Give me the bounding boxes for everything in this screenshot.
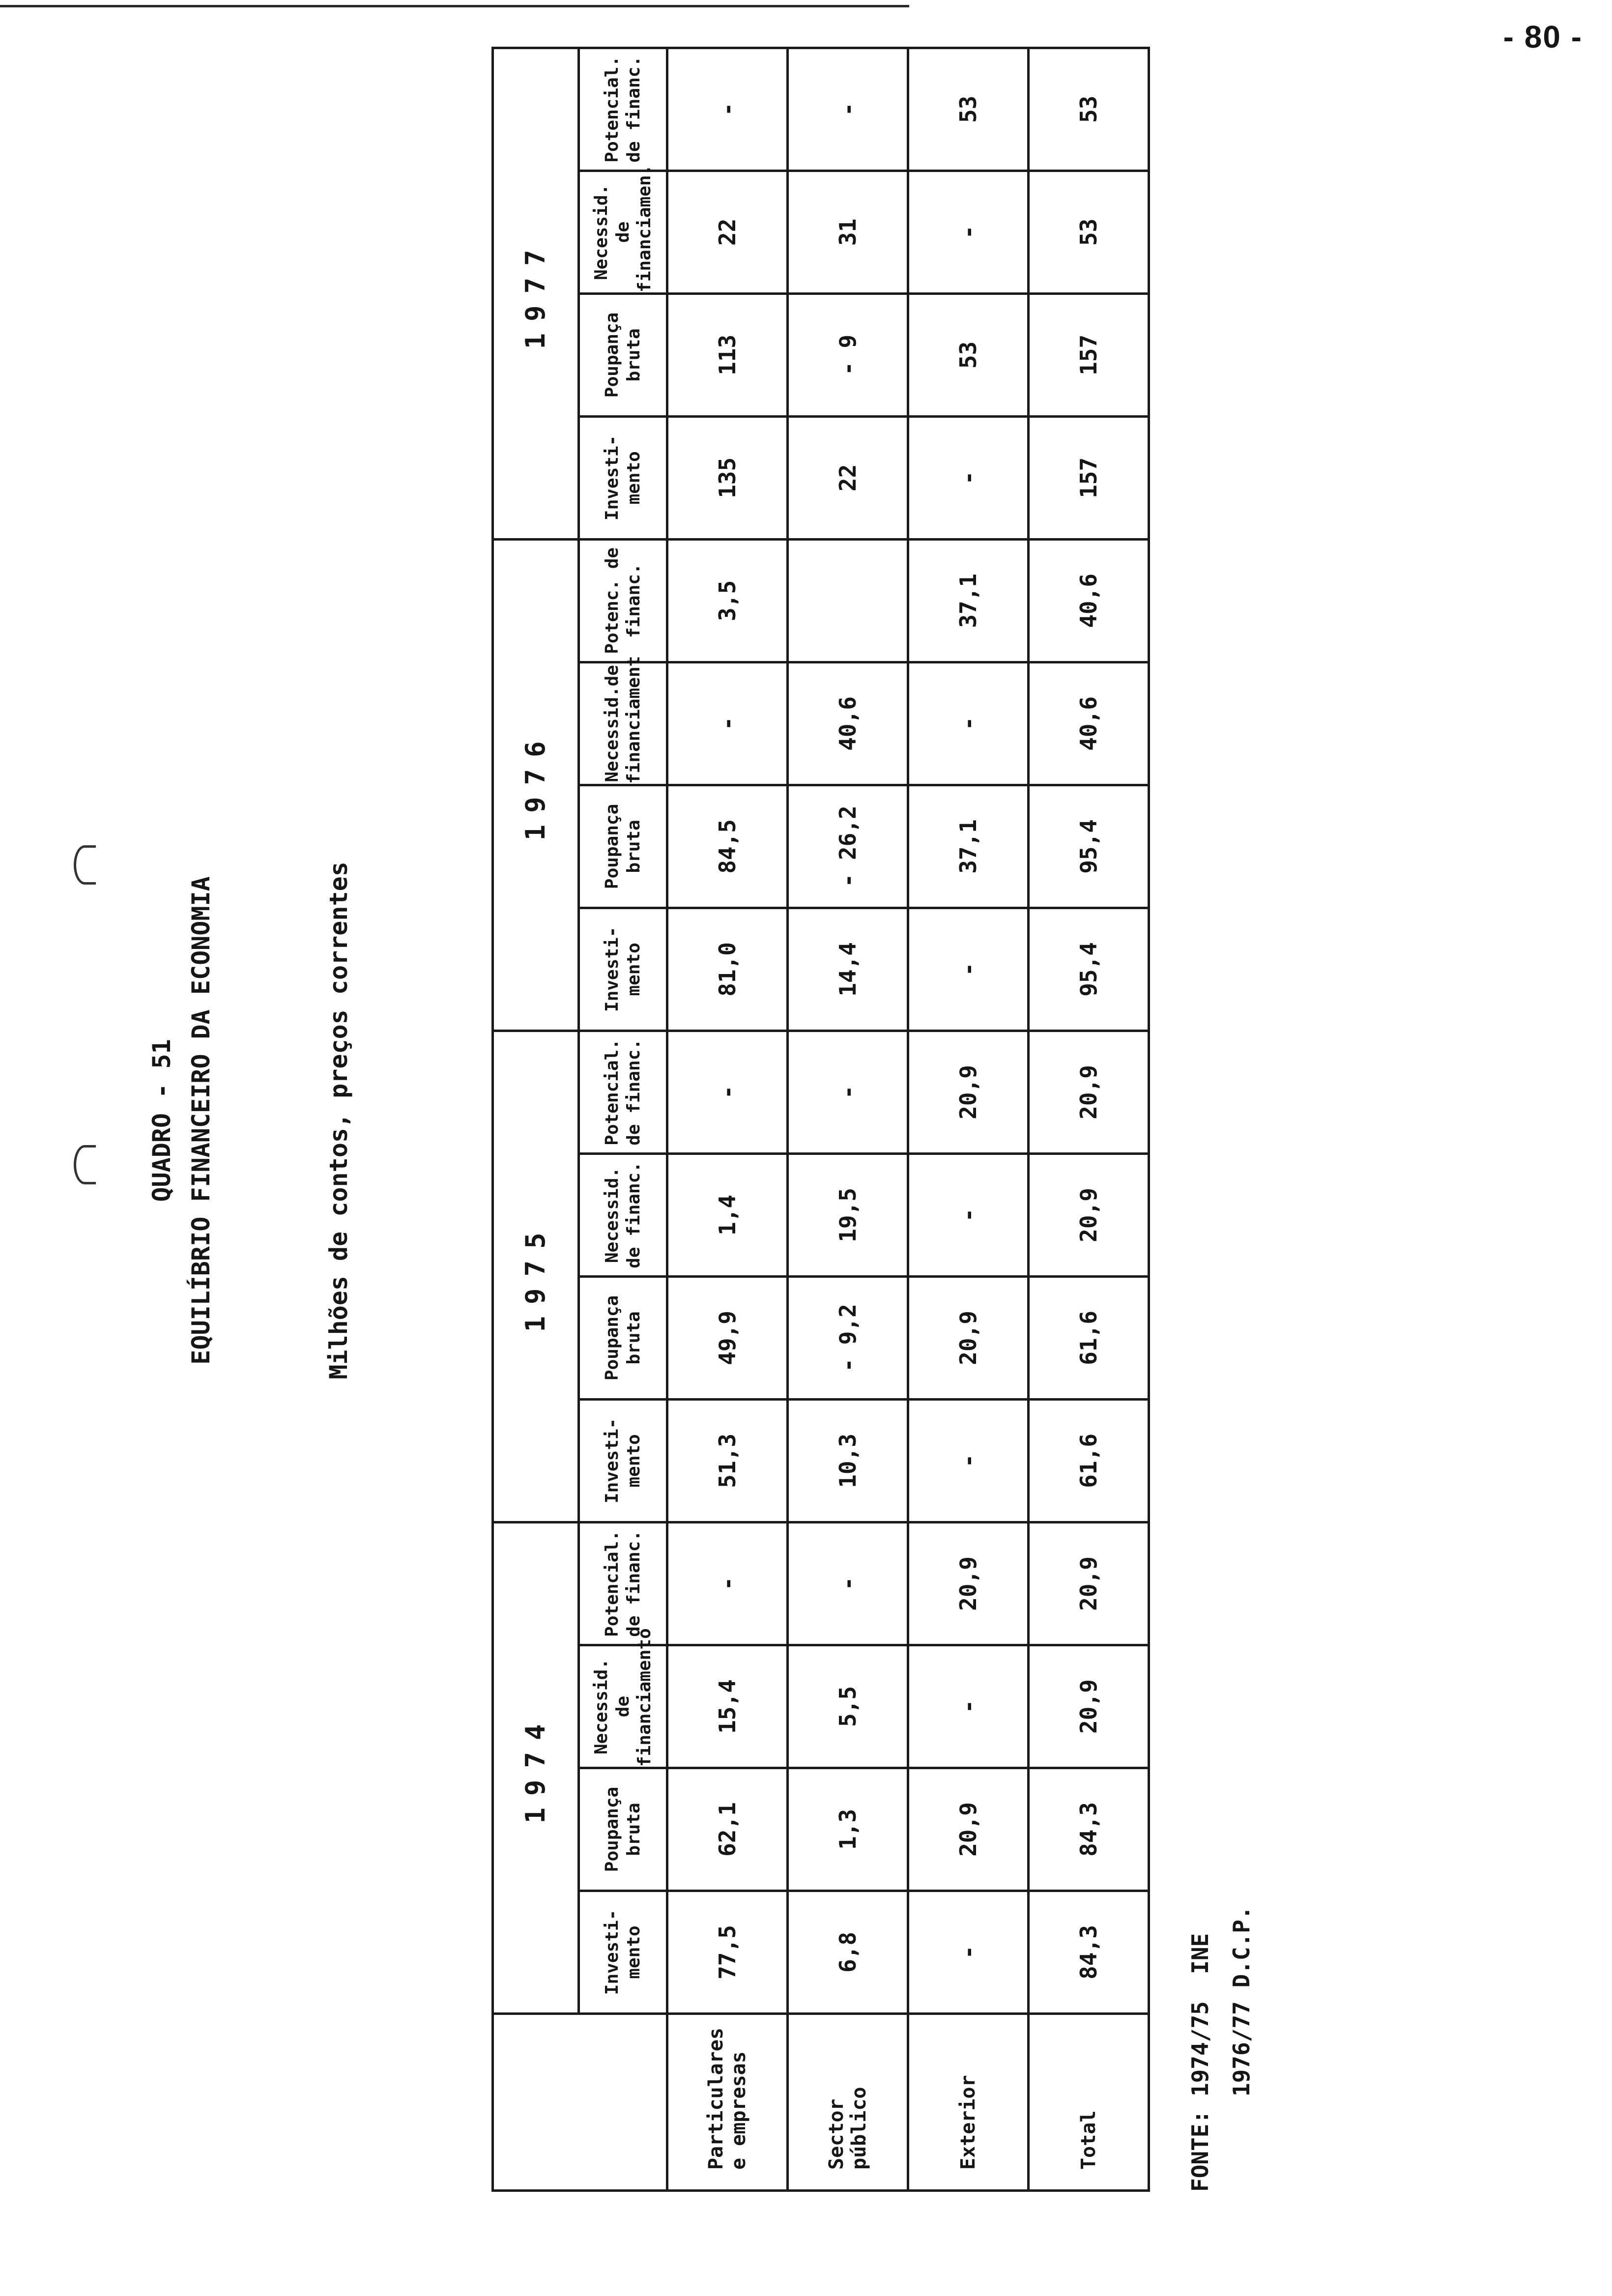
column-header: Poupança bruta <box>579 1768 667 1891</box>
table-cell: - <box>667 1522 788 1645</box>
top-rule <box>0 5 909 7</box>
table-cell: 20,9 <box>908 1522 1029 1645</box>
table-cell: 20,9 <box>1029 1522 1149 1645</box>
financial-balance-table <box>491 47 1150 2192</box>
table-cell: 3,5 <box>667 539 788 662</box>
table-cell: 40,6 <box>788 662 908 785</box>
column-header: Poupança bruta <box>579 785 667 908</box>
table-cell: 22 <box>667 171 788 293</box>
table-cell: 10,3 <box>788 1399 908 1522</box>
table-cell: 95,4 <box>1029 785 1149 908</box>
table-cell: 20,9 <box>1029 1153 1149 1276</box>
table-cell: 113 <box>667 293 788 416</box>
table-row <box>908 48 1029 2190</box>
row-label: Particulares e empresas <box>667 2014 788 2191</box>
column-header: Necessid. de financiamento <box>579 1645 667 1768</box>
column-header: Necessid.de financiament <box>579 662 667 785</box>
row-label: Exterior <box>908 2014 1029 2191</box>
table-cell <box>788 539 908 662</box>
row-label: Total <box>1029 2014 1149 2191</box>
column-header: Necessid. de financiamen. <box>579 171 667 293</box>
table-cell: 40,6 <box>1029 539 1149 662</box>
table-cell: 53 <box>908 293 1029 416</box>
table-cell: 81,0 <box>667 908 788 1031</box>
rotated-table-block <box>147 49 1255 2192</box>
column-header: Potencial. de financ. <box>579 48 667 171</box>
table-cell: 53 <box>1029 48 1149 171</box>
table-cell: 20,9 <box>908 1276 1029 1399</box>
table-label: QUADRO - 51 <box>147 1039 176 1202</box>
table-row <box>788 48 908 2190</box>
table-title: EQUILÍBRIO FINANCEIRO DA ECONOMIA <box>187 876 215 1365</box>
table-cell: 77,5 <box>667 1891 788 2014</box>
punch-mark <box>74 845 96 885</box>
table-cell: 6,8 <box>788 1891 908 2014</box>
table-cell: - <box>908 1399 1029 1522</box>
column-header: Potenc. de financ. <box>579 539 667 662</box>
column-header: Investi- mento <box>579 1891 667 2014</box>
table-cell: 61,6 <box>1029 1399 1149 1522</box>
table-cell: 135 <box>667 416 788 539</box>
source-label: FONTE: <box>1187 2110 1213 2192</box>
row-label: Sector público <box>788 2014 908 2191</box>
table-cell: - <box>788 48 908 171</box>
table-cell: 84,3 <box>1029 1891 1149 2014</box>
table-cell: - <box>908 1153 1029 1276</box>
table-cell: - <box>667 662 788 785</box>
table-cell: - <box>667 48 788 171</box>
table-cell: - 9 <box>788 293 908 416</box>
table-cell: 20,9 <box>1029 1645 1149 1768</box>
table-row <box>1029 48 1149 2190</box>
punch-mark <box>74 1145 96 1184</box>
table-cell: - <box>788 1031 908 1153</box>
column-header: Potencial. de financ. <box>579 1031 667 1153</box>
table-cell: - <box>667 1031 788 1153</box>
table-cell: - <box>788 1522 908 1645</box>
year-header: 1975 <box>493 1031 579 1522</box>
table-cell: 14,4 <box>788 908 908 1031</box>
table-cell: 5,5 <box>788 1645 908 1768</box>
table-cell: 157 <box>1029 416 1149 539</box>
table-cell: 19,5 <box>788 1153 908 1276</box>
table-cell: 95,4 <box>1029 908 1149 1031</box>
corner-cell <box>493 2014 667 2191</box>
table-cell: 49,9 <box>667 1276 788 1399</box>
table-cell: 22 <box>788 416 908 539</box>
column-header: Investi- mento <box>579 1399 667 1522</box>
table-row <box>667 48 788 2190</box>
column-header: Potencial. de financ. <box>579 1522 667 1645</box>
table-cell: 61,6 <box>1029 1276 1149 1399</box>
year-header: 1974 <box>493 1522 579 2013</box>
table-cell: 37,1 <box>908 785 1029 908</box>
source-line: 1974/75 INE <box>1187 1933 1213 2097</box>
table-cell: 31 <box>788 171 908 293</box>
year-header: 1976 <box>493 539 579 1031</box>
table-cell: 15,4 <box>667 1645 788 1768</box>
table-cell: 53 <box>1029 171 1149 293</box>
table-cell: - <box>908 171 1029 293</box>
table-cell: - <box>908 1645 1029 1768</box>
page-number: - 80 - <box>1503 19 1583 55</box>
table-cell: 51,3 <box>667 1399 788 1522</box>
column-header: Poupança bruta <box>579 1276 667 1399</box>
table-cell: - <box>908 1891 1029 2014</box>
table-subtitle: Milhões de contos, preços correntes <box>324 861 353 1379</box>
table-cell: - <box>908 416 1029 539</box>
table-cell: 40,6 <box>1029 662 1149 785</box>
table-cell: - 26,2 <box>788 785 908 908</box>
table-cell: 1,3 <box>788 1768 908 1891</box>
source-note <box>1180 1906 1262 2192</box>
year-header: 1977 <box>493 48 579 539</box>
table-cell: 84,3 <box>1029 1768 1149 1891</box>
table-cell: 20,9 <box>908 1031 1029 1153</box>
column-header: Poupança bruta <box>579 293 667 416</box>
table-cell: 37,1 <box>908 539 1029 662</box>
table-cell: 84,5 <box>667 785 788 908</box>
table-cell: 1,4 <box>667 1153 788 1276</box>
table-cell: 20,9 <box>908 1768 1029 1891</box>
table-cell: 62,1 <box>667 1768 788 1891</box>
source-line: 1976/77 D.C.P. <box>1228 1906 1255 2097</box>
table-cell: - <box>908 908 1029 1031</box>
table-cell: 20,9 <box>1029 1031 1149 1153</box>
table-cell: - 9,2 <box>788 1276 908 1399</box>
table-cell: 53 <box>908 48 1029 171</box>
column-header: Investi- mento <box>579 416 667 539</box>
table-cell: 157 <box>1029 293 1149 416</box>
table-cell: - <box>908 662 1029 785</box>
column-header: Necessid. de financ. <box>579 1153 667 1276</box>
column-header: Investi- mento <box>579 908 667 1031</box>
